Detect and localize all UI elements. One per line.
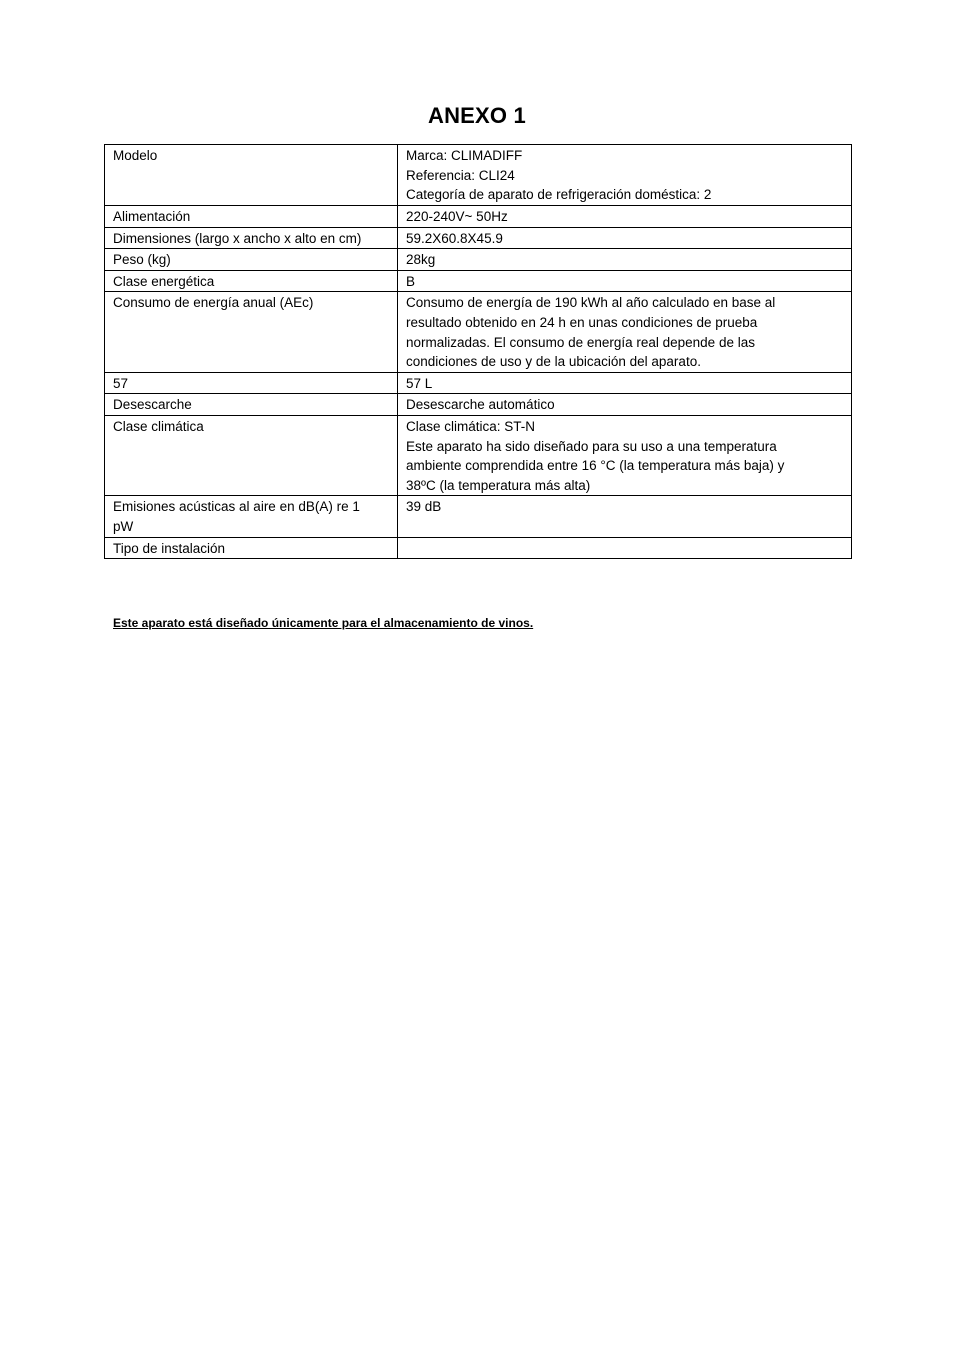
table-row bbox=[105, 227, 852, 249]
row-value: 220-240V~ 50Hz bbox=[398, 206, 852, 228]
table-row bbox=[105, 394, 852, 416]
row-value: 57 L bbox=[398, 372, 852, 394]
table-row bbox=[105, 292, 852, 372]
row-value: Desescarche automático bbox=[398, 394, 852, 416]
row-value: 59.2X60.8X45.9 bbox=[398, 227, 852, 249]
table-row bbox=[105, 270, 852, 292]
row-value: Clase climática: ST-N Este aparato ha sido diseñado para su uso a una temperatura ambiente comprendida entre 16 °C (la temperatura más baja) y 38ºC (la temperatura más alta) bbox=[398, 415, 852, 495]
table-row bbox=[105, 145, 852, 206]
table-row bbox=[105, 372, 852, 394]
row-label: Emisiones acústicas al aire en dB(A) re 1 pW bbox=[105, 496, 398, 537]
table-row bbox=[105, 496, 852, 537]
row-label: Consumo de energía anual (AEc) bbox=[105, 292, 398, 372]
page-title: ANEXO 1 bbox=[428, 103, 526, 128]
row-label: Modelo bbox=[105, 145, 398, 206]
table-row bbox=[105, 206, 852, 228]
table-row bbox=[105, 537, 852, 559]
footnote: Este aparato está diseñado únicamente para el almacenamiento de vinos. bbox=[113, 616, 534, 630]
row-label: Tipo de instalación bbox=[105, 537, 398, 559]
row-label: Clase energética bbox=[105, 270, 398, 292]
table-row bbox=[105, 249, 852, 271]
row-label: Clase climática bbox=[105, 415, 398, 495]
row-value: Marca: CLIMADIFF Referencia: CLI24 Categoría de aparato de refrigeración doméstica: 2 bbox=[398, 145, 852, 206]
row-label: Peso (kg) bbox=[105, 249, 398, 271]
table-row bbox=[105, 415, 852, 495]
row-value: 28kg bbox=[398, 249, 852, 271]
spec-table bbox=[104, 144, 852, 559]
row-value bbox=[398, 537, 852, 559]
row-label: 57 bbox=[105, 372, 398, 394]
row-label: Dimensiones (largo x ancho x alto en cm) bbox=[105, 227, 398, 249]
row-label: Alimentación bbox=[105, 206, 398, 228]
row-value: Consumo de energía de 190 kWh al año calculado en base al resultado obtenido en 24 h en unas condiciones de prueba normalizadas. El consumo de energía real depende de las condiciones de uso y de la ubicación del aparato. bbox=[398, 292, 852, 372]
row-value: B bbox=[398, 270, 852, 292]
row-label: Desescarche bbox=[105, 394, 398, 416]
row-value: 39 dB bbox=[398, 496, 852, 537]
